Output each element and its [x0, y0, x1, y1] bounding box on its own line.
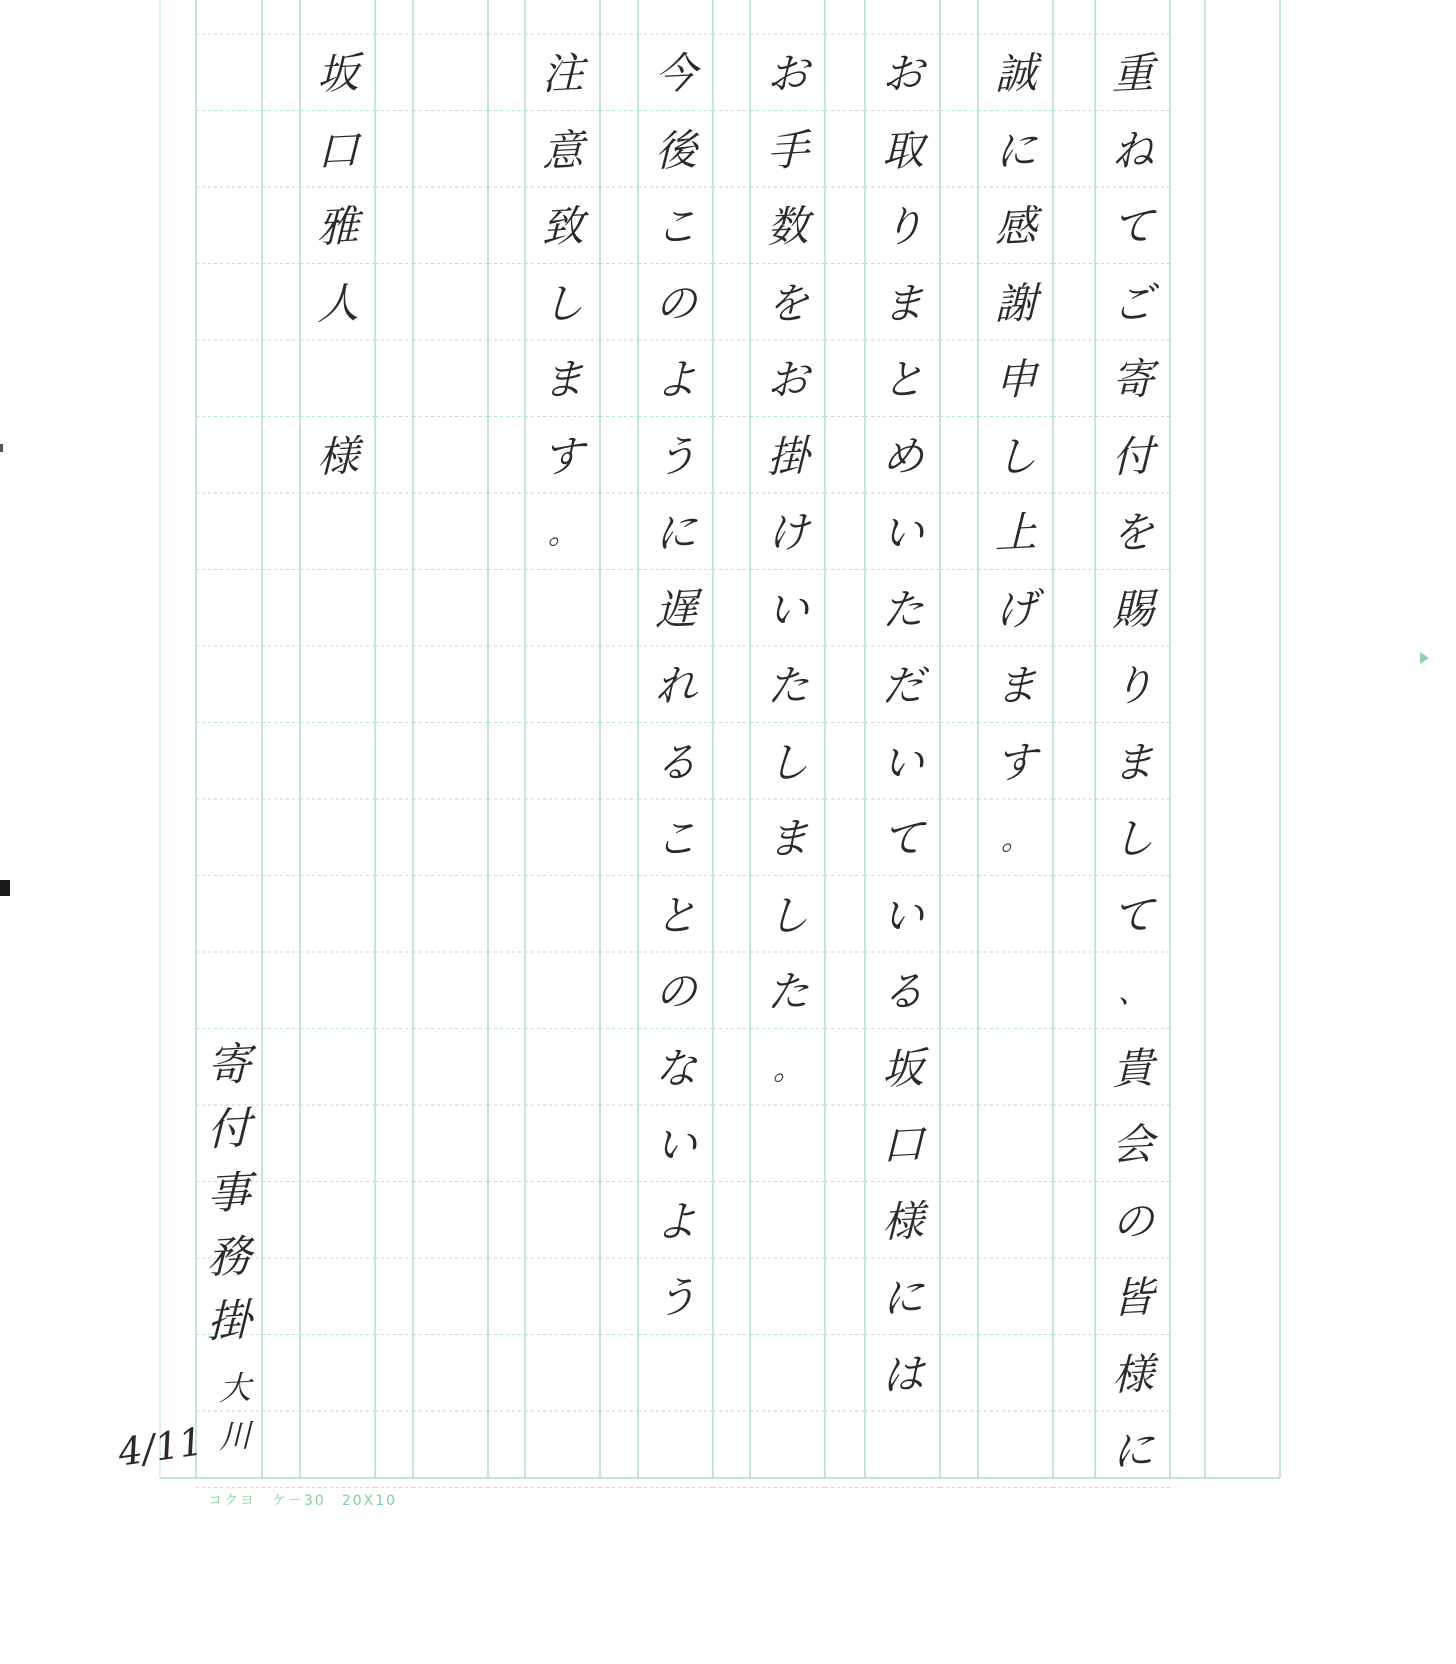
manuscript-character: 口 [316, 124, 359, 176]
manuscript-character: を [766, 277, 809, 329]
manuscript-character: し [1111, 812, 1154, 865]
manuscript-character: る [881, 965, 924, 1018]
manuscript-character: 。 [547, 515, 578, 552]
manuscript-character: 様 [1111, 1348, 1154, 1400]
manuscript-character: 誠 [994, 47, 1037, 100]
manuscript-character: げ [994, 583, 1037, 635]
manuscript-character: 人 [316, 277, 359, 329]
manuscript-character: し [541, 277, 584, 329]
date-mark: 4/11 [115, 1419, 206, 1475]
manuscript-character: 今 [654, 47, 697, 100]
manuscript-character: 、 [1117, 974, 1148, 1011]
manuscript-character: ま [1111, 736, 1154, 788]
manuscript-character: お [766, 47, 809, 100]
manuscript-character: い [766, 583, 809, 635]
manuscript-character: て [1111, 200, 1154, 253]
scan-edge-mark [0, 880, 10, 896]
manuscript-character: 遅 [654, 583, 697, 635]
manuscript-character: 申 [994, 353, 1037, 406]
manuscript-character: こ [654, 812, 697, 865]
manuscript-character: に [881, 1271, 924, 1324]
manuscript-character: は [881, 1348, 924, 1400]
manuscript-character: 致 [541, 200, 584, 253]
manuscript-character: だ [881, 659, 924, 712]
signature-name-character: 川 [218, 1416, 251, 1456]
manuscript-character: と [881, 353, 924, 406]
manuscript-character: し [994, 430, 1037, 482]
scan-edge-mark-small [0, 444, 3, 452]
manuscript-character: う [654, 430, 697, 482]
manuscript-character: め [881, 430, 924, 482]
manuscript-character: い [881, 506, 924, 559]
manuscript-character: に [994, 124, 1037, 176]
manuscript-character: る [654, 736, 697, 788]
manuscript-character: 後 [654, 124, 697, 176]
manuscript-character: に [1111, 1424, 1154, 1477]
manuscript-character: い [881, 736, 924, 788]
signature-department-character: 事 [207, 1166, 251, 1221]
manuscript-character: ご [1111, 277, 1154, 329]
manuscript-character: ま [881, 277, 924, 329]
manuscript-character: 坂 [881, 1042, 924, 1094]
manuscript-character: 注 [541, 47, 584, 100]
manuscript-character: よ [654, 1195, 697, 1247]
manuscript-character: て [881, 812, 924, 865]
manuscript-character: 。 [1000, 821, 1031, 858]
manuscript-character: 意 [541, 124, 584, 176]
manuscript-character: お [766, 353, 809, 406]
manuscript-character: 賜 [1111, 583, 1154, 635]
manuscript-character: 寄 [1111, 353, 1154, 406]
manuscript-character: 口 [881, 1118, 924, 1171]
manuscript-character: た [766, 965, 809, 1018]
manuscript-character: た [881, 583, 924, 635]
manuscript-character: す [994, 736, 1037, 788]
manuscript-character: 手 [766, 124, 809, 176]
signature-name-character: 大 [218, 1368, 251, 1408]
manuscript-character: と [654, 889, 697, 941]
manuscript-character: れ [654, 659, 697, 712]
manuscript-character: て [1111, 889, 1154, 941]
manuscript-character: し [766, 736, 809, 788]
manuscript-character: い [654, 1118, 697, 1171]
manuscript-character: 様 [881, 1195, 924, 1247]
signature-department-character: 掛 [207, 1294, 251, 1349]
manuscript-character: 皆 [1111, 1271, 1154, 1324]
manuscript-character: り [1111, 659, 1154, 712]
manuscript-character: 数 [766, 200, 809, 253]
manuscript-character: な [654, 1042, 697, 1094]
manuscript-character: ま [766, 812, 809, 865]
manuscript-character: ま [994, 659, 1037, 712]
manuscript-character: ま [541, 353, 584, 406]
manuscript-character: 感 [994, 200, 1037, 253]
signature-department-character: 務 [207, 1230, 251, 1285]
manuscript-character: け [766, 506, 809, 559]
manuscript-character [309, 344, 367, 409]
manuscript-character: う [654, 1271, 697, 1324]
manuscript-character: 様 [316, 430, 359, 482]
manuscript-character: 重 [1111, 47, 1154, 100]
manuscript-character: を [1111, 506, 1154, 559]
manuscript-character: の [1111, 1195, 1154, 1247]
manuscript-character: い [881, 889, 924, 941]
manuscript-character: 会 [1111, 1118, 1154, 1171]
manuscript-character: 謝 [994, 277, 1037, 329]
manuscript-character: 貴 [1111, 1042, 1154, 1094]
manuscript-character: た [766, 659, 809, 712]
manuscript-character: ね [1111, 124, 1154, 176]
manuscript-character: 取 [881, 124, 924, 176]
signature-department-character: 付 [207, 1102, 251, 1157]
manuscript-character: り [881, 200, 924, 253]
manuscript-character: の [654, 277, 697, 329]
manuscript-character: し [766, 889, 809, 941]
manuscript-character: 掛 [766, 430, 809, 482]
manuscript-character: 。 [772, 1050, 803, 1088]
manuscript-character: よ [654, 353, 697, 406]
manuscript-character: 坂 [316, 47, 359, 100]
manuscript-character: に [654, 506, 697, 559]
manuscript-character: 上 [994, 506, 1037, 559]
margin-arrow-icon [1420, 652, 1429, 664]
manuscript-character: の [654, 965, 697, 1018]
signature-department-character: 寄 [207, 1038, 251, 1093]
manuscript-character: こ [654, 200, 697, 253]
paper-brand-label: コクヨ ケ－30 20X10 [208, 1493, 398, 1509]
manuscript-character: お [881, 47, 924, 100]
manuscript-character: 付 [1111, 430, 1154, 482]
manuscript-character: す [541, 430, 584, 482]
manuscript-character: 雅 [316, 200, 359, 253]
